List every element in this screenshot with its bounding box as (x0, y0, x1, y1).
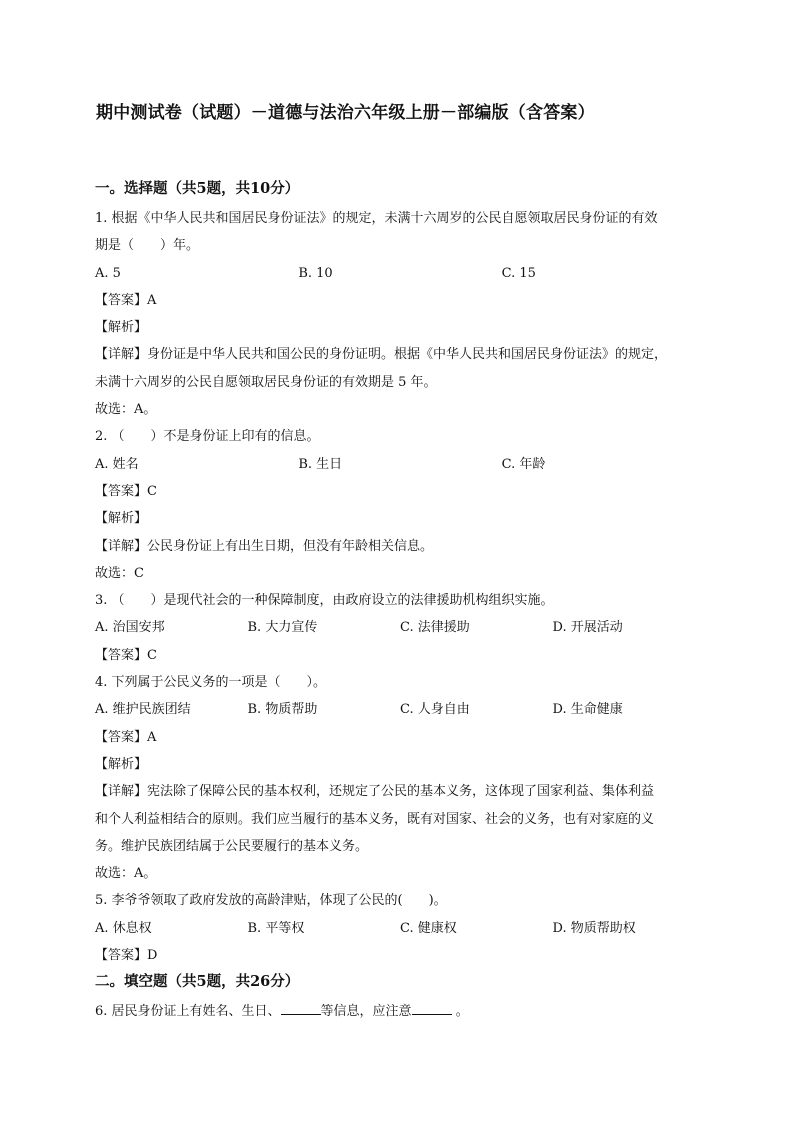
option-b: B. 大力宣传 (247, 620, 318, 636)
question-4-analysis: 【解析】 (95, 756, 148, 772)
option-d: D. 开展活动 (552, 620, 623, 636)
fill-blank-2 (412, 1000, 452, 1015)
option-a: A. 休息权 (95, 920, 152, 936)
option-c: C. 15 (501, 265, 536, 281)
section-heading-choice: 一。选择题（共5题，共10分） (95, 180, 300, 197)
option-b: B. 生日 (298, 456, 343, 472)
question-3-stem: 3. （ ）是现代社会的一种保障制度，由政府设立的法律援助机构组织实施。 (95, 593, 554, 609)
question-3-answer: 【答案】C (95, 647, 157, 663)
option-c: C. 健康权 (400, 920, 457, 936)
question-2-choice: 故选：C (95, 565, 144, 581)
question-3-options (95, 614, 705, 641)
page-title: 期中测试卷（试题）－道德与法治六年级上册－部编版（含答案） (96, 103, 595, 123)
question-1-answer: 【答案】A (95, 292, 157, 308)
option-a: A. 治国安邦 (95, 620, 165, 636)
question-4-stem: 4. 下列属于公民义务的一项是（ ）。 (95, 675, 327, 691)
question-2-analysis: 【解析】 (95, 511, 148, 527)
option-d: D. 生命健康 (552, 702, 623, 718)
option-a: A. 维护民族团结 (95, 702, 191, 718)
option-b: B. 平等权 (247, 920, 305, 936)
question-1-detail: 【详解】身份证是中华人民共和国公民的身份证明。根据《中华人民共和国居民身份证法》的规定， (95, 347, 668, 363)
question-4-choice: 故选：A。 (95, 866, 157, 882)
document-body (95, 178, 705, 1026)
question-5-stem: 5. 李爷爷领取了政府发放的高龄津贴，体现了公民的( )。 (95, 893, 447, 909)
option-a: A. 姓名 (95, 456, 139, 472)
option-d: D. 物质帮助权 (552, 920, 636, 936)
option-c: C. 法律援助 (400, 620, 470, 636)
question-4-detail: 【详解】宪法除了保障公民的基本权利，还规定了公民的基本义务，这体现了国家利益、集体利益 (95, 784, 655, 800)
question-4-detail-cont: 和个人利益相结合的原则。我们应当履行的基本义务，既有对国家、社会的义务，也有对家庭的义 (95, 811, 655, 827)
question-6-part3: 。 (455, 1004, 469, 1020)
question-2-stem: 2. （ ）不是身份证上印有的信息。 (95, 429, 320, 445)
question-1-detail-cont: 未满十六周岁的公民自愿领取居民身份证的有效期是 5 年。 (95, 374, 437, 390)
question-4-detail-end: 务。维护民族团结属于公民要履行的基本义务。 (95, 838, 369, 854)
question-4-answer: 【答案】A (95, 729, 157, 745)
section-heading-fill: 二。填空题（共5题，共26分） (95, 973, 300, 991)
question-5-options (95, 915, 705, 942)
question-4-options (95, 696, 705, 723)
question-5-answer: 【答案】D (95, 948, 158, 964)
question-2-answer: 【答案】C (95, 483, 157, 499)
option-b: B. 物质帮助 (247, 702, 318, 718)
question-2-options (95, 451, 705, 478)
question-2-detail: 【详解】公民身份证上有出生日期，但没有年龄相关信息。 (95, 538, 434, 554)
question-1-analysis: 【解析】 (95, 320, 148, 336)
question-1-stem: 1. 根据《中华人民共和国居民身份证法》的规定，未满十六周岁的公民自愿领取居民身份证的有效 (95, 211, 658, 226)
question-1-choice: 故选：A。 (95, 402, 157, 418)
option-c: C. 人身自由 (400, 702, 470, 718)
question-1-stem-cont: 期是（ ）年。 (95, 238, 200, 254)
question-6-part2: 等信息，应注意 (320, 1004, 412, 1020)
option-b: B. 10 (298, 265, 333, 281)
question-6-part1: 6. 居民身份证上有姓名、生日、 (95, 1004, 281, 1020)
question-1-options (95, 260, 705, 287)
option-c: C. 年龄 (501, 456, 546, 472)
fill-blank-1 (281, 1000, 321, 1015)
question-6-stem (95, 998, 705, 1025)
option-a: A. 5 (95, 265, 121, 281)
